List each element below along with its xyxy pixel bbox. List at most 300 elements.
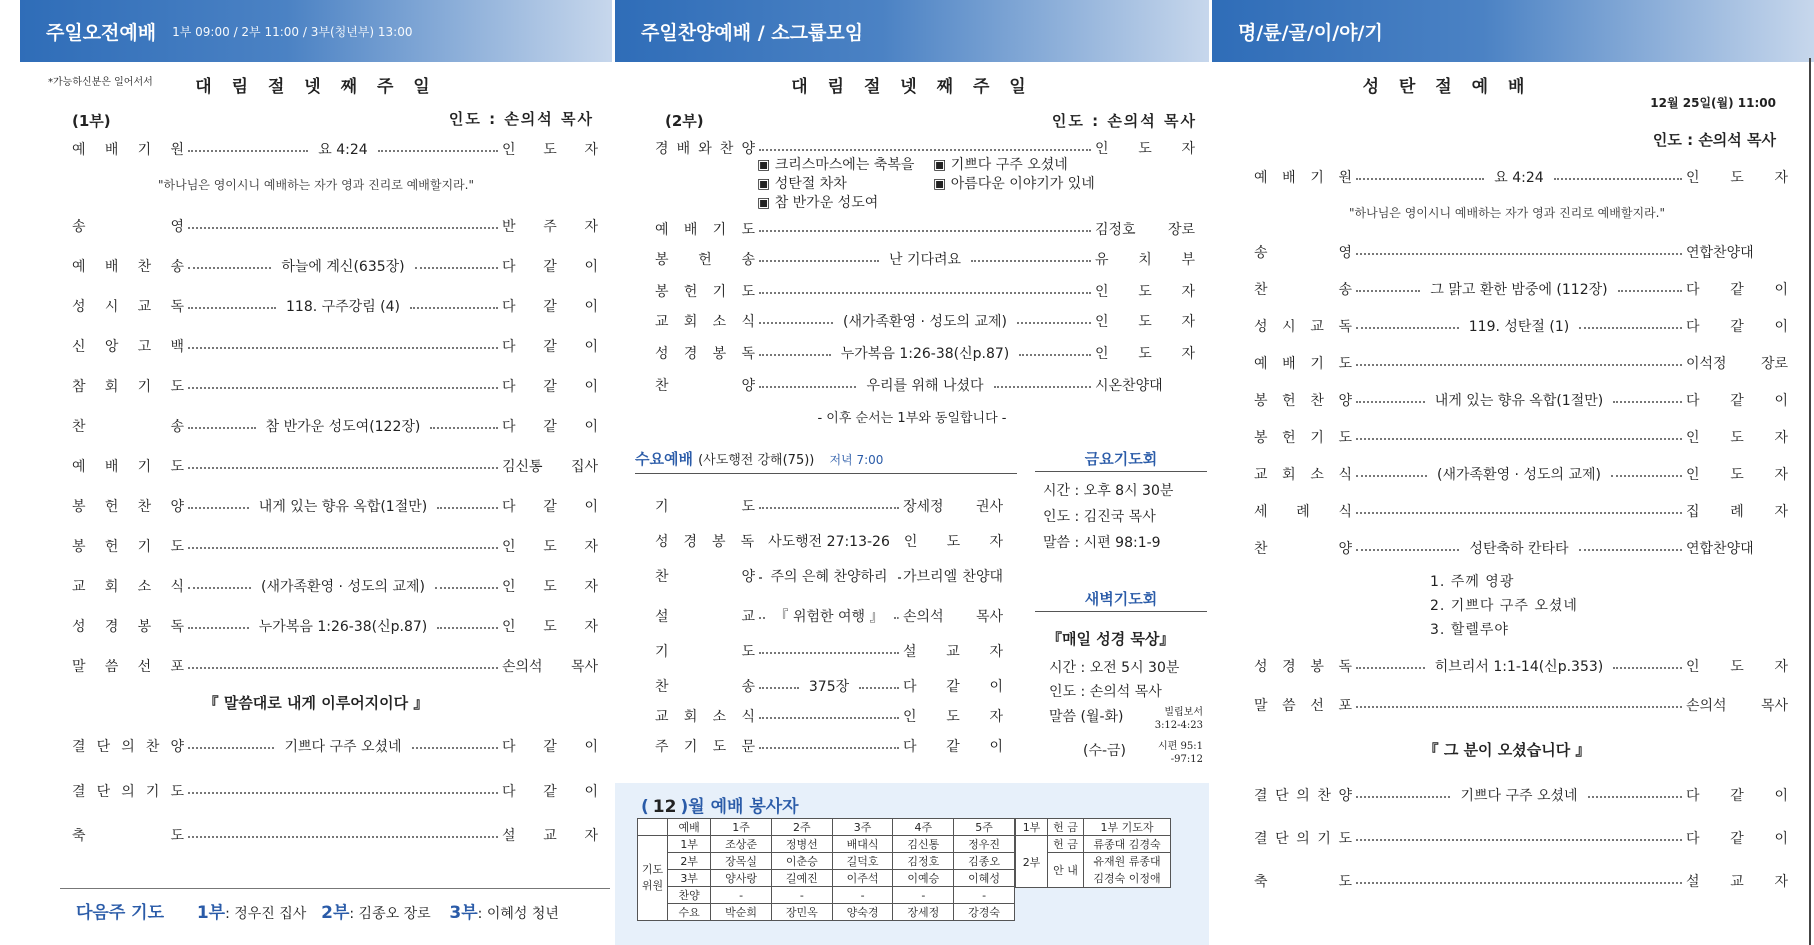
leader-dots: [759, 652, 899, 654]
leader-dots: [1019, 354, 1091, 356]
program-label: 축 도: [1254, 874, 1352, 890]
program-label: 예 배 기 도: [72, 459, 184, 475]
program-person: 인 도 자: [1095, 314, 1195, 330]
vol-corner: [638, 819, 668, 836]
program-row: [655, 640, 1003, 662]
program-person: 설 교 자: [502, 828, 598, 844]
program-row: [1254, 784, 1788, 806]
vol-cell: 김신통: [893, 836, 954, 853]
vol-cell: 이춘승: [771, 853, 832, 870]
vol-cell: 이혜성: [954, 870, 1015, 887]
friday-leader: 인도 : 김진국 목사: [1043, 509, 1156, 525]
cantata-item: 1. 주께 영광: [1430, 574, 1515, 590]
worship-quote: "하나님은 영이시니 예배하는 자가 영과 진리로 예배할지라.": [158, 178, 474, 192]
program-person: 김정호 장로: [1095, 222, 1195, 238]
program-label: 예 배 기 도: [1254, 356, 1352, 372]
vol-cell: -: [711, 887, 772, 904]
program-detail: 주의 은혜 찬양하리: [770, 569, 888, 585]
vol-cell: 이주석: [832, 870, 893, 887]
offering-label: 헌 금: [1048, 836, 1084, 853]
vol-cell: 장세정: [893, 904, 954, 921]
leader-dots: [435, 587, 498, 589]
leader-dots: [759, 687, 799, 689]
same-order-note: - 이후 순서는 1부와 동일합니다 -: [817, 411, 1007, 426]
program-row: [1254, 500, 1788, 522]
vol-cell: 양사랑: [711, 870, 772, 887]
christmas-quote: "하나님은 영이시니 예배하는 자가 영과 진리로 예배할지라.": [1349, 206, 1665, 220]
program-row: [72, 535, 598, 557]
dawn-word-a: 말씀 (월-화): [1049, 709, 1124, 725]
leader-dots: [188, 307, 276, 309]
vol-cell: 배대식: [832, 836, 893, 853]
program-detail: 요 4:24: [318, 142, 368, 158]
leader-dots: [188, 587, 251, 589]
volunteer-title: ( 12 )월 예배 봉사자: [641, 797, 799, 817]
vol-cell: 박순희: [711, 904, 772, 921]
program-label: 성 경 봉 독: [655, 534, 755, 550]
leader-dots: [759, 577, 760, 579]
program-detail: 기쁘다 구주 오셨네: [1460, 788, 1578, 804]
program-row: [1254, 241, 1788, 263]
next-prayer-name3: : 이혜성 청년: [477, 906, 559, 922]
program-detail: 119. 성탄절 (1): [1468, 319, 1570, 335]
program-label: 성 경 봉 독: [1254, 659, 1352, 675]
leader-dots: [1588, 796, 1682, 798]
vol-cell: -: [832, 887, 893, 904]
program-label: 예 배 기 원: [72, 142, 184, 158]
dawn-leader: 인도 : 손의석 목사: [1049, 684, 1162, 700]
program-row: [655, 675, 1003, 697]
dawn-program: 『매일 성경 묵상』: [1047, 630, 1175, 648]
program-label: 주 기 도 문: [655, 739, 755, 755]
program-label: 찬 송: [1254, 282, 1352, 298]
next-prayer-part2: 2부: [321, 903, 350, 923]
program-row: [72, 138, 598, 160]
leader-dots: [898, 577, 899, 579]
program-detail: 누가복음 1:26-38(신p.87): [840, 346, 1010, 362]
program-label: 봉 헌 찬 양: [72, 499, 184, 515]
program-label: 봉 헌 기 도: [655, 284, 755, 300]
program-person: 장세정 권사: [903, 499, 1003, 515]
program-row: [655, 280, 1195, 302]
friday-title: 금요기도회: [1084, 450, 1158, 468]
christmas-title: 성 탄 절 예 배: [1362, 77, 1532, 97]
program-person: 연합찬양대: [1686, 541, 1754, 557]
program-label: 축 도: [72, 828, 184, 844]
leader-dots: [1554, 178, 1682, 180]
program-person: 인 도 자: [502, 619, 599, 635]
program-row: [1254, 352, 1788, 374]
program-row: [1254, 426, 1788, 448]
vol-cell: 길덕호: [832, 853, 893, 870]
program-person: 인 도 자: [1686, 467, 1788, 483]
vol-cell: 강경숙: [954, 904, 1015, 921]
leader-dots: [759, 717, 899, 719]
morning-service-times: 1부 09:00 / 2부 11:00 / 3부(청년부) 13:00: [172, 24, 413, 39]
leader-dots: [188, 792, 498, 794]
program-row: [1254, 166, 1788, 188]
next-prayer-part3: 3부: [449, 903, 478, 923]
friday-time: 시간 : 오후 8시 30분: [1043, 483, 1174, 499]
vol-head: 5주: [954, 819, 1015, 836]
leader-dots: [1356, 839, 1682, 841]
right-edge-rule: [1809, 58, 1811, 945]
program-person: 다 같 이: [502, 299, 598, 315]
next-prayer-name2: : 김종오 장로: [349, 906, 431, 922]
christmas-service-column: [1212, 0, 1814, 945]
cantata-item: 2. 기쁘다 구주 오셨네: [1430, 598, 1578, 614]
program-person: 다 같 이: [502, 379, 598, 395]
program-row: [72, 780, 598, 802]
hymn-item: ▣ 기쁘다 구주 오셨네: [933, 157, 1068, 173]
offering-guide-table: [1015, 818, 1171, 888]
program-row: [655, 495, 1003, 517]
leader-dots: [1356, 327, 1459, 329]
program-detail: 히브리서 1:1-14(신p.353): [1434, 659, 1604, 675]
cantata-item: 3. 할렐루야: [1430, 622, 1509, 638]
program-row: [1254, 694, 1788, 716]
morning-service-column: [20, 0, 612, 945]
leader-dots: [188, 150, 308, 152]
program-label: 예 배 찬 송: [72, 259, 184, 275]
leader-dots: [188, 347, 498, 349]
wednesday-time: 저녁 7:00: [829, 453, 884, 467]
vol-head: 3주: [832, 819, 893, 836]
program-label: 교 회 소 식: [655, 709, 755, 725]
leader-label: 인도 : 손의석 목사: [448, 110, 594, 128]
program-detail: (새가족환영 · 성도의 교제): [261, 579, 425, 595]
program-detail: 누가복음 1:26-38(신p.87): [258, 619, 428, 635]
leader-dots: [188, 267, 271, 269]
program-label: 결 단 의 기 도: [72, 784, 184, 800]
program-row: [655, 218, 1195, 240]
bulletin-page: [20, 0, 1814, 945]
program-row: [72, 255, 598, 277]
vol-cell: 3부: [668, 870, 711, 887]
part-label-2: (2부): [665, 112, 704, 130]
program-person: 다 같 이: [903, 679, 1003, 695]
program-row: [655, 530, 1003, 552]
program-row: [72, 215, 598, 237]
program-detail: (새가족환영 · 성도의 교제): [843, 314, 1007, 330]
next-week-prayer: [76, 898, 559, 923]
leader-dots: [894, 617, 900, 619]
leader-label-2: 인도 : 손의석 목사: [1051, 112, 1197, 130]
program-label: 기 도: [655, 499, 755, 515]
leader-dots: [759, 354, 831, 356]
program-row: [72, 615, 598, 637]
dawn-word-b: (수-금): [1083, 743, 1127, 759]
program-label: 송 영: [1254, 245, 1352, 261]
program-label: 찬 송: [72, 419, 184, 435]
program-person: 인 도 자: [903, 534, 1003, 550]
program-person: 손의석 목사: [903, 609, 1004, 625]
program-person: 시온찬양대: [1095, 378, 1163, 394]
program-label: 송 영: [72, 219, 184, 235]
leader-dots: [994, 386, 1091, 388]
leader-dots: [759, 292, 1091, 294]
program-label: 결 단 의 기 도: [1254, 831, 1352, 847]
vol-cell: 장목실: [711, 853, 772, 870]
leader-dots: [188, 667, 498, 669]
leader-dots: [1356, 253, 1682, 255]
program-person: 다 같 이: [502, 499, 599, 515]
program-row: [655, 374, 1195, 396]
program-row: [655, 310, 1195, 332]
leader-dots: [188, 507, 249, 509]
program-row: [1254, 315, 1788, 337]
program-label: 봉 헌 기 도: [1254, 430, 1352, 446]
program-label: 신 앙 고 백: [72, 339, 184, 355]
program-label: 성 경 봉 독: [72, 619, 184, 635]
friday-header: [1035, 448, 1207, 472]
sunday-title: 대 림 절 넷 째 주 일: [195, 77, 437, 97]
leader-dots: [759, 149, 1091, 151]
leader-dots: [759, 230, 1091, 232]
program-row: [655, 565, 1003, 587]
leader-dots: [971, 260, 1091, 262]
program-person: 인 도 자: [502, 539, 598, 555]
program-detail: 사도행전 27:13-26: [768, 534, 890, 550]
dawn-info: [1049, 656, 1179, 704]
program-row: [72, 375, 598, 397]
leader-dots: [1579, 549, 1682, 551]
program-person: 손의석 목사: [502, 659, 598, 675]
leader-dots: [1356, 796, 1450, 798]
program-detail: 우리를 위해 나셨다: [866, 378, 984, 394]
program-label: 성 시 교 독: [72, 299, 184, 315]
christmas-date: 12월 25일(월) 11:00: [1650, 96, 1776, 110]
hymn-item: ▣ 아름다운 이야기가 있네: [933, 176, 1095, 192]
program-person: 인 도 자: [502, 142, 599, 158]
next-prayer-part1: 1부: [196, 903, 226, 923]
dawn-word-b-verse: 시편 95:1 -97:12: [1158, 741, 1203, 765]
vol-cell: 조상준: [711, 836, 772, 853]
leader-dots: [1356, 364, 1682, 366]
program-label: 찬 양: [655, 378, 755, 394]
program-detail: 내게 있는 향유 옥합(1절만): [1434, 393, 1604, 409]
program-person: 인 도 자: [1095, 284, 1195, 300]
vol-cell: 정우진: [954, 836, 1015, 853]
cantata-list: [1430, 570, 1578, 642]
program-label: 교 회 소 식: [1254, 467, 1352, 483]
next-prayer-name1: : 정우진 집사: [225, 906, 307, 922]
program-person: 다 같 이: [502, 339, 598, 355]
program-person: 다 같 이: [1686, 831, 1788, 847]
program-label: 봉 헌 송: [655, 252, 755, 268]
story-title: 명/륜/골/이/야/기: [1238, 21, 1383, 44]
program-label: 말 씀 선 포: [1254, 698, 1352, 714]
guide-label: 안 내: [1048, 853, 1084, 888]
program-row: [1254, 870, 1788, 892]
sermon-title: 『 말씀대로 내게 이루어지이다 』: [203, 694, 429, 712]
leader-dots: [437, 507, 498, 509]
vol-cell: -: [954, 887, 1015, 904]
leader-dots: [1356, 401, 1425, 403]
program-person: 설 교 자: [903, 644, 1003, 660]
program-detail: 『 위험한 여행 』: [774, 609, 884, 625]
guide-names: 유재원 류종대 김경숙 이정애: [1084, 853, 1171, 888]
program-row: [1254, 389, 1788, 411]
program-row: [72, 575, 598, 597]
leader-dots: [1611, 475, 1682, 477]
leader-dots: [759, 260, 879, 262]
program-person: 이석정 장로: [1686, 356, 1788, 372]
leader-dots: [1356, 512, 1682, 514]
morning-service-title: 주일오전예배: [46, 21, 157, 44]
program-label: 예 배 기 도: [655, 222, 755, 238]
program-person: 다 같 이: [1686, 393, 1789, 409]
program-row: [72, 495, 598, 517]
program-row: [655, 342, 1195, 364]
program-person: 인 도 자: [903, 709, 1003, 725]
leader-dots: [759, 322, 833, 324]
program-label: 성 경 봉 독: [655, 346, 755, 362]
program-row: [72, 415, 598, 437]
praise-service-header: [615, 0, 1209, 62]
vol-head: 2주: [771, 819, 832, 836]
friday-info: [1043, 478, 1173, 556]
leader-dots: [188, 627, 249, 629]
vol-cell: -: [893, 887, 954, 904]
leader-dots: [1356, 882, 1682, 884]
leader-dots: [759, 386, 856, 388]
program-person: 다 같 이: [1686, 788, 1788, 804]
program-row: [1254, 278, 1788, 300]
program-label: 봉 헌 기 도: [72, 539, 184, 555]
program-row: [1254, 827, 1788, 849]
vol-cell: 장민옥: [771, 904, 832, 921]
leader-dots: [188, 467, 498, 469]
program-label: 결 단 의 찬 양: [72, 739, 184, 755]
program-row: [1254, 537, 1788, 559]
praise-service-column: [615, 0, 1209, 945]
program-label: 교 회 소 식: [655, 314, 755, 330]
program-detail: 375장: [808, 679, 850, 695]
story-header: [1212, 0, 1814, 62]
hymn-item: ▣ 크리스마스에는 축복을: [757, 157, 915, 173]
friday-word: 말씀 : 시편 98:1-9: [1043, 535, 1161, 551]
program-detail: 성탄축하 칸타타: [1469, 541, 1569, 557]
program-row: [72, 824, 598, 846]
program-person: 인 도 자: [1686, 170, 1789, 186]
program-person: 인 도 자: [1095, 346, 1196, 362]
program-row: [655, 248, 1195, 270]
program-row: [72, 335, 598, 357]
leader-dots: [859, 687, 899, 689]
program-label: 성 시 교 독: [1254, 319, 1352, 335]
volunteer-table: [637, 818, 1015, 921]
vol-cell: 길예진: [771, 870, 832, 887]
christmas-sermon: 『 그 분이 오셨습니다 』: [1423, 741, 1591, 759]
program-detail: 참 반가운 성도여(122장): [265, 419, 421, 435]
program-row: [72, 735, 598, 757]
leader-dots: [410, 307, 498, 309]
program-row: [72, 655, 598, 677]
leader-dots: [1356, 667, 1425, 669]
wednesday-title: 수요예배: [635, 450, 693, 468]
leader-dots: [1356, 290, 1420, 292]
program-row: [72, 295, 598, 317]
part-label: (1부): [72, 112, 111, 130]
program-label: 경 배 와 찬 양: [655, 141, 755, 157]
program-person: 인 도 자: [1686, 430, 1788, 446]
wednesday-header: [635, 448, 1017, 474]
vol-head: 1부 기도자: [1084, 819, 1171, 836]
leader-dots: [759, 617, 765, 619]
vol-cell: 김정호: [893, 853, 954, 870]
leader-dots: [188, 427, 256, 429]
leader-dots: [188, 747, 274, 749]
vol-head: 1주: [711, 819, 772, 836]
leader-dots: [1356, 475, 1427, 477]
leader-dots: [1613, 401, 1682, 403]
program-row: [655, 605, 1003, 627]
leader-dots: [188, 836, 498, 838]
vol-role: 기도 위원: [638, 836, 668, 921]
program-detail: 난 기다려요: [888, 252, 962, 268]
program-person: 김신통 집사: [502, 459, 598, 475]
leader-dots: [188, 227, 498, 229]
program-row: [72, 455, 598, 477]
vol-cell: 이예승: [893, 870, 954, 887]
vol-cell: 1부: [668, 836, 711, 853]
vol-head: 헌 금: [1048, 819, 1084, 836]
leader-dots: [412, 747, 498, 749]
program-person: 다 같 이: [903, 739, 1003, 755]
program-detail: (새가족환영 · 성도의 교제): [1437, 467, 1601, 483]
vol-cell: 정병선: [771, 836, 832, 853]
vol-cell: -: [771, 887, 832, 904]
hymn-item: ▣ 참 반가운 성도여: [757, 195, 879, 211]
leader-dots: [1579, 327, 1682, 329]
vol-cell: 찬양: [668, 887, 711, 904]
program-label: 교 회 소 식: [72, 579, 184, 595]
christmas-leader: 인도 : 손의석 목사: [1652, 131, 1776, 149]
program-label: 참 회 기 도: [72, 379, 184, 395]
program-label: 말 씀 선 포: [72, 659, 184, 675]
program-person: 가브리엘 찬양대: [903, 569, 1003, 585]
sunday-title-2: 대 림 절 넷 째 주 일: [791, 77, 1033, 97]
program-person: 다 같 이: [1686, 319, 1789, 335]
dawn-header: [1035, 588, 1207, 612]
program-person: 연합찬양대: [1686, 245, 1754, 261]
program-label: 찬 양: [655, 569, 755, 585]
vol-head: 1부: [1016, 819, 1048, 836]
stand-note: *가능하신분은 일어서서: [48, 77, 153, 88]
dawn-word-a-verse: 빌립보서 3:12-4:23: [1154, 707, 1203, 731]
program-person: 반 주 자: [502, 219, 598, 235]
program-detail: 118. 구주강림 (4): [286, 299, 400, 315]
hymn-item: ▣ 성탄절 차차: [757, 176, 847, 192]
leader-dots: [415, 267, 498, 269]
program-detail: 내게 있는 향유 옥합(1절만): [258, 499, 428, 515]
program-label: 설 교: [655, 609, 755, 625]
leader-dots: [1356, 438, 1682, 440]
leader-dots: [759, 507, 899, 509]
praise-service-title: 주일찬양예배 / 소그룹모임: [641, 21, 864, 44]
vol-cell: 수요: [668, 904, 711, 921]
leader-dots: [1356, 706, 1682, 708]
program-person: 다 같 이: [502, 419, 598, 435]
next-prayer-label: 다음주 기도: [76, 903, 165, 923]
program-person: 손의석 목사: [1686, 698, 1788, 714]
leader-dots: [430, 427, 498, 429]
hymn-list-right: [933, 156, 1133, 194]
program-label: 세 례 식: [1254, 504, 1352, 520]
program-person: 인 도 자: [1686, 659, 1789, 675]
program-label: 예 배 기 원: [1254, 170, 1352, 186]
